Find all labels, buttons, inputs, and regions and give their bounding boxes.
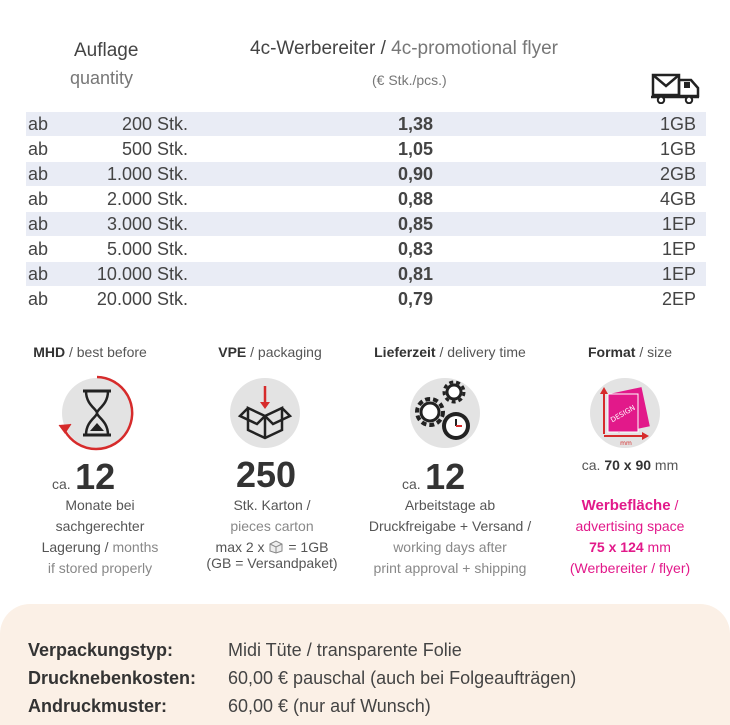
shipping-units: 1EP <box>661 214 696 234</box>
cost-value: 60,00 € pauschal (auch bei Folgeaufträgen) <box>228 668 577 688</box>
lieferzeit-line2: Druckfreigabe + Versand / <box>368 518 532 534</box>
price: 0,90 <box>398 164 434 184</box>
ab-label: ab <box>28 139 49 159</box>
advertising-space <box>555 495 705 579</box>
ab-label: ab <box>28 239 49 259</box>
mhd-title-de: MHD <box>33 344 66 360</box>
vpe-description <box>192 495 352 571</box>
quantity: 5.000 Stk. <box>106 239 188 259</box>
shipping-units: 1EP <box>661 264 696 284</box>
lieferzeit-description <box>350 495 550 579</box>
pack-value: Midi Tüte / transparente Folie <box>228 640 462 660</box>
hourglass-icon <box>62 378 132 448</box>
format-title-de: Format <box>587 344 636 360</box>
price: 0,79 <box>398 289 434 309</box>
vpe-line2: pieces carton <box>230 518 314 534</box>
vpe-line3 <box>192 539 352 555</box>
format-icon-unit: mm <box>620 440 632 447</box>
vpe-line4: (GB = Versandpaket) <box>206 555 338 571</box>
lieferzeit-header: Lieferzeit / delivery time <box>374 344 526 360</box>
vpe-line1: Stk. Karton / <box>233 497 311 513</box>
quantity: 10.000 Stk. <box>96 264 188 284</box>
proof-label: Andruckmuster: <box>28 696 168 716</box>
vpe-number: 250 <box>236 454 297 495</box>
vpe-header: VPE / packaging <box>218 344 322 360</box>
table-row <box>26 287 706 311</box>
product-de: 4c-Werbereiter <box>250 38 376 59</box>
box-icon <box>230 378 300 448</box>
adv-size: 75 x 124 <box>589 539 644 555</box>
table-row <box>26 187 706 211</box>
mhd-line4: if stored properly <box>47 560 153 576</box>
quantity: 3.000 Stk. <box>106 214 188 234</box>
pack-label: Verpackungstyp: <box>28 640 174 660</box>
quantity: 2.000 Stk. <box>106 189 188 209</box>
price: 1,38 <box>398 114 434 134</box>
product-separator: / <box>375 38 392 59</box>
mhd-line3: Lagerung / months <box>41 539 159 555</box>
info-box <box>0 604 730 725</box>
mhd-line2: sachgerechter <box>55 518 145 534</box>
mhd-description <box>20 495 180 579</box>
table-row <box>26 237 706 261</box>
vpe-title-de: VPE <box>218 344 247 360</box>
proof-value: 60,00 € (nur auf Wunsch) <box>228 696 431 716</box>
gears-clock-icon <box>410 378 480 448</box>
format-title-en: size <box>647 344 673 360</box>
lieferzeit-line3: working days after <box>393 539 507 555</box>
quantity: 20.000 Stk. <box>96 289 188 309</box>
table-row <box>26 212 706 236</box>
adv-title-en: advertising space <box>575 518 685 534</box>
mhd-value <box>52 456 115 498</box>
quantity: 200 Stk. <box>121 114 188 134</box>
shipping-units: 1EP <box>661 239 696 259</box>
product-en: 4c-promotional flyer <box>391 38 558 59</box>
ab-label: ab <box>28 214 49 234</box>
adv-title-de: Werbefläche <box>581 497 671 514</box>
table-row <box>26 137 706 161</box>
vpe-title-en: packaging <box>257 344 322 360</box>
mail-truck-icon <box>651 72 701 104</box>
vpe-line3-a: max 2 x <box>215 539 265 555</box>
mhd-number: 12 <box>75 456 116 497</box>
ab-label: ab <box>28 264 49 284</box>
cost-label: Drucknebenkosten: <box>28 668 197 688</box>
price: 0,88 <box>398 189 434 209</box>
quantity: 500 Stk. <box>121 139 188 159</box>
quantity: 1.000 Stk. <box>106 164 188 184</box>
shipping-units: 2EP <box>661 289 696 309</box>
mhd-line3-en: months <box>112 539 159 555</box>
shipping-units: 1GB <box>659 114 696 134</box>
small-box-icon <box>268 540 284 554</box>
auflage-header: Auflage <box>74 40 139 61</box>
table-row <box>26 262 706 286</box>
price: 0,81 <box>398 264 434 284</box>
adv-title: Werbefläche / <box>581 497 679 514</box>
adv-unit: mm <box>647 539 671 555</box>
lieferzeit-line4: print approval + shipping <box>373 560 527 576</box>
shipping-units: 4GB <box>659 189 696 209</box>
quantity-header: quantity <box>70 68 134 88</box>
format-header: Format / size <box>587 344 673 360</box>
adv-note: (Werbereiter / flyer) <box>569 560 691 576</box>
product-header <box>250 38 558 60</box>
shipping-units: 2GB <box>659 164 696 184</box>
price-unit: (€ Stk./pcs.) <box>372 72 447 88</box>
table-row <box>26 112 706 136</box>
format-icon-label: DESIGN <box>609 403 637 425</box>
ab-label: ab <box>28 114 49 134</box>
ab-label: ab <box>28 164 49 184</box>
lieferzeit-ca: ca. <box>402 476 421 492</box>
lieferzeit-value <box>402 456 465 498</box>
lieferzeit-number: 12 <box>425 456 466 497</box>
lieferzeit-line1: Arbeitstage ab <box>404 497 496 513</box>
shipping-units: 1GB <box>659 139 696 159</box>
ab-label: ab <box>28 189 49 209</box>
format-icon <box>590 378 660 448</box>
lieferzeit-title-de: Lieferzeit <box>374 344 436 360</box>
vpe-line3-b: = 1GB <box>288 539 329 555</box>
mhd-header: MHD / best before <box>33 344 147 360</box>
ab-label: ab <box>28 289 49 309</box>
adv-size-line <box>555 537 705 558</box>
format-unit: mm <box>654 457 679 473</box>
price: 1,05 <box>398 139 434 159</box>
price: 0,85 <box>398 214 434 234</box>
mhd-ca: ca. <box>52 476 71 492</box>
format-ca: ca. <box>581 457 601 473</box>
mhd-line3-de: Lagerung <box>41 539 101 555</box>
lieferzeit-title-en: delivery time <box>447 344 526 360</box>
price: 0,83 <box>398 239 434 259</box>
format-size <box>560 455 700 476</box>
table-row <box>26 162 706 186</box>
format-size-value: 70 x 90 <box>604 457 652 473</box>
mhd-line1: Monate bei <box>65 497 135 513</box>
mhd-title-en: best before <box>76 344 147 360</box>
